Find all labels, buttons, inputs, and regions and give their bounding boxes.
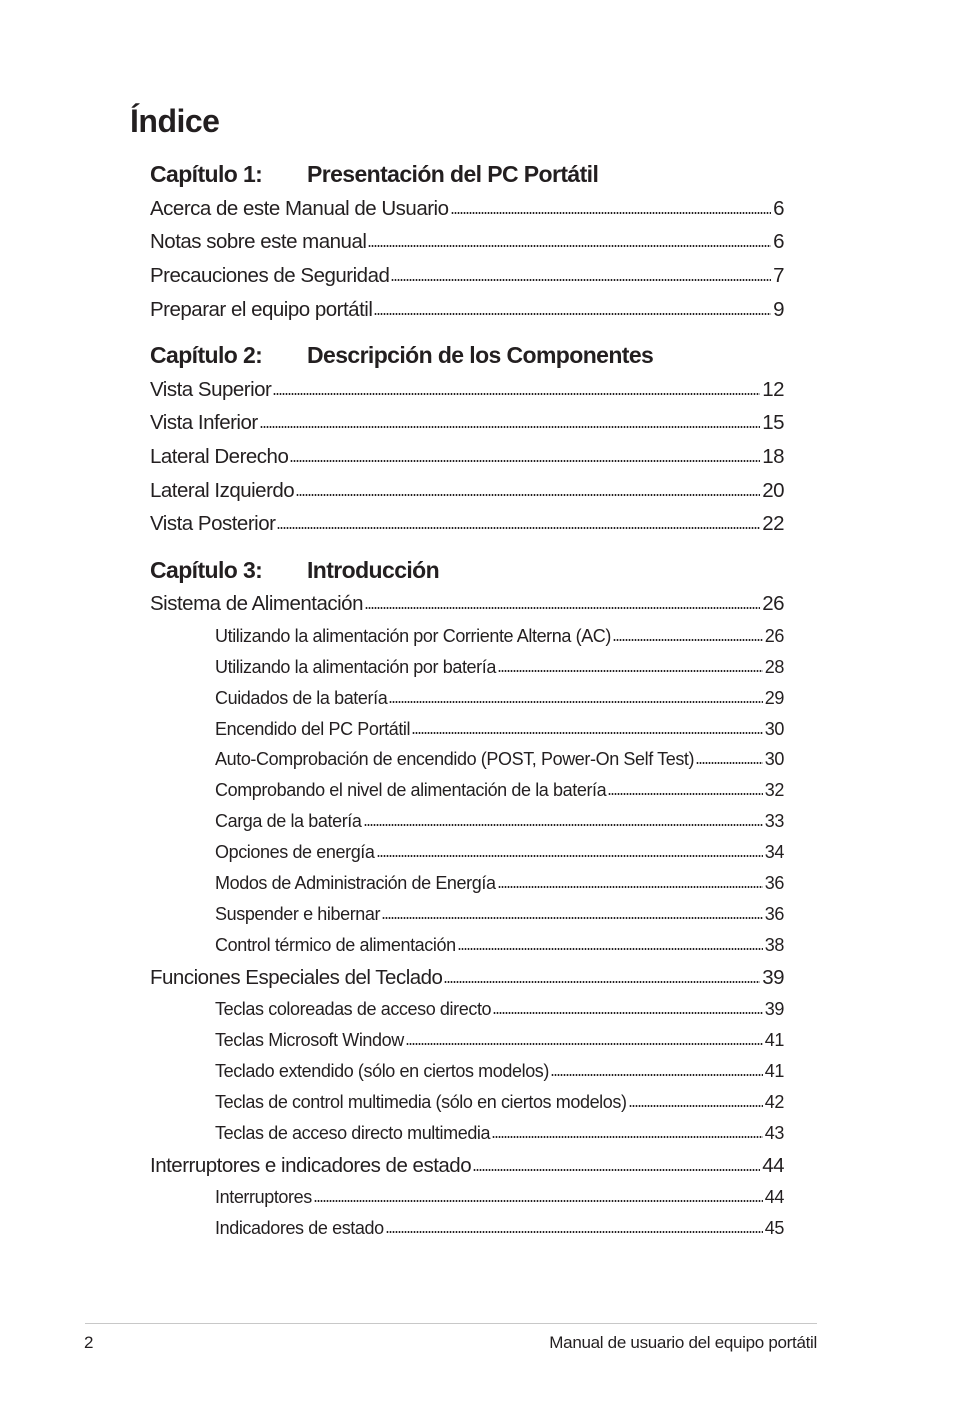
dot-leader [696,761,763,765]
dot-leader [260,425,760,429]
toc-entry-label: Comprobando el nivel de alimentación de la batería [215,780,607,800]
dot-leader [629,1104,763,1108]
toc-entry-label: Utilizando la alimentación por batería [215,657,496,677]
toc-entry-page: 44 [764,1187,784,1207]
dot-leader [451,211,772,215]
toc-entry-label: Modos de Administración de Energía [215,873,496,893]
dot-leader [273,392,760,396]
toc-entry-label: Interruptores [215,1187,312,1207]
chapter-number: Capítulo 1: [150,161,263,187]
toc-entry-label: Lateral Izquierdo [150,479,295,502]
chapter-3-heading [150,557,784,587]
toc-entry-label: Teclas de control multimedia (sólo en ciertos modelos) [215,1092,627,1112]
toc-subentry[interactable] [215,999,784,1029]
toc-entry-page: 28 [764,657,784,677]
dot-leader [458,947,763,951]
toc-entry-page: 22 [762,512,784,535]
toc-entry-page: 41 [764,1030,784,1050]
toc-entry-label: Notas sobre este manual [150,230,367,253]
toc-entry-label: Vista Inferior [150,411,258,434]
toc-entry-label: Control térmico de alimentación [215,935,456,955]
toc-entry-label: Sistema de Alimentación [150,592,363,615]
toc-subentry[interactable] [215,811,784,841]
toc-entry-label: Precauciones de Seguridad [150,264,390,287]
toc-entry-page: 33 [764,811,784,831]
dot-leader [498,669,763,673]
toc-subentry[interactable] [215,688,784,718]
toc-entry-label: Acerca de este Manual de Usuario [150,197,449,220]
toc-entry-label: Teclas de acceso directo multimedia [215,1123,491,1143]
toc-entry-page: 32 [764,780,784,800]
toc-entry[interactable] [150,264,784,294]
dot-leader [493,1011,763,1015]
toc-entry-page: 36 [764,904,784,924]
toc-entry-label: Lateral Derecho [150,445,289,468]
dot-leader [277,526,760,530]
toc-entry-label: Teclas Microsoft Window [215,1030,404,1050]
toc-entry-page: 12 [762,378,784,401]
toc-entry-page: 6 [773,230,784,253]
dot-leader [364,823,763,827]
toc-entry-label: Preparar el equipo portátil [150,298,373,321]
toc-subentry[interactable] [215,626,784,656]
toc-subentry[interactable] [215,657,784,687]
toc-entry[interactable] [150,512,784,542]
toc-entry-page: 9 [773,298,784,321]
chapter-1-heading [150,161,784,191]
toc-subentry[interactable] [215,719,784,749]
page-title: Índice [130,103,220,139]
toc-entry-page: 7 [773,264,784,287]
dot-leader [314,1199,763,1203]
dot-leader [296,493,760,497]
toc-entry-page: 41 [764,1061,784,1081]
dot-leader [613,638,763,642]
dot-leader [551,1073,763,1077]
toc-entry-page: 6 [773,197,784,220]
toc-subentry[interactable] [215,1030,784,1060]
toc-entry-page: 15 [762,411,784,434]
chapter-2-heading [150,342,784,372]
toc-entry[interactable] [150,966,784,996]
toc-subentry[interactable] [215,842,784,872]
footer-divider [85,1323,817,1324]
toc-entry-page: 36 [764,873,784,893]
toc-subentry[interactable] [215,935,784,965]
toc-entry[interactable] [150,592,784,622]
footer-page-number: 2 [84,1333,94,1352]
toc-entry-label: Vista Superior [150,378,272,401]
toc-entry-label: Funciones Especiales del Teclado [150,966,443,989]
dot-leader [473,1168,760,1172]
toc-entry[interactable] [150,411,784,441]
dot-leader [412,731,763,735]
toc-entry-label: Vista Posterior [150,512,276,535]
footer-manual-title: Manual de usuario del equipo portátil [549,1333,817,1352]
toc-entry-label: Indicadores de estado [215,1218,384,1238]
dot-leader [382,916,763,920]
toc-subentry[interactable] [215,1187,784,1217]
chapter-number: Capítulo 3: [150,557,263,583]
toc-entry-label: Auto-Comprobación de encendido (POST, Power-On Self Test) [215,749,695,769]
toc-entry-label: Cuidados de la batería [215,688,388,708]
toc-subentry[interactable] [215,1123,784,1153]
toc-subentry[interactable] [215,873,784,903]
toc-subentry[interactable] [215,1218,784,1248]
chapter-number: Capítulo 2: [150,342,263,368]
chapter-name: Introducción [307,557,440,583]
toc-subentry[interactable] [215,1092,784,1122]
toc-entry-page: 38 [764,935,784,955]
toc-entry-page: 18 [762,445,784,468]
toc-entry-page: 39 [764,999,784,1019]
toc-subentry[interactable] [215,780,784,810]
toc-entry-page: 45 [764,1218,784,1238]
dot-leader [391,278,771,282]
chapter-name: Presentación del PC Portátil [307,161,599,187]
toc-entry[interactable] [150,378,784,408]
dot-leader [389,700,762,704]
dot-leader [492,1135,763,1139]
toc-entry-page: 29 [764,688,784,708]
toc-entry-label: Utilizando la alimentación por Corriente Alterna (AC) [215,626,611,646]
dot-leader [377,854,763,858]
toc-entry-label: Teclas coloreadas de acceso directo [215,999,492,1019]
toc-entry[interactable] [150,1154,784,1184]
toc-entry[interactable] [150,298,784,328]
toc-entry-page: 43 [764,1123,784,1143]
toc-subentry[interactable] [215,1061,784,1091]
dot-leader [406,1042,763,1046]
toc-entry-label: Carga de la batería [215,811,362,831]
dot-leader [290,459,760,463]
dot-leader [444,980,760,984]
toc-entry-label: Opciones de energía [215,842,375,862]
dot-leader [608,792,763,796]
toc-entry-page: 20 [762,479,784,502]
toc-entry-page: 26 [764,626,784,646]
toc-entry-label: Suspender e hibernar [215,904,381,924]
dot-leader [386,1230,763,1234]
toc-entry-page: 42 [764,1092,784,1112]
toc-entry[interactable] [150,479,784,509]
toc-subentry[interactable] [215,749,784,779]
toc-entry[interactable] [150,197,784,227]
dot-leader [368,244,771,248]
toc-entry-page: 44 [762,1154,784,1177]
toc-entry-page: 39 [762,966,784,989]
toc-entry-label: Encendido del PC Portátil [215,719,411,739]
toc-entry-page: 30 [764,749,784,769]
toc-subentry[interactable] [215,904,784,934]
toc-entry-page: 26 [762,592,784,615]
toc-entry-label: Interruptores e indicadores de estado [150,1154,472,1177]
toc-entry-label: Teclado extendido (sólo en ciertos modelos) [215,1061,549,1081]
dot-leader [498,885,763,889]
toc-entry-page: 34 [764,842,784,862]
toc-entry[interactable] [150,445,784,475]
chapter-name: Descripción de los Componentes [307,342,654,368]
dot-leader [365,606,760,610]
toc-entry-page: 30 [764,719,784,739]
dot-leader [374,312,771,316]
toc-entry[interactable] [150,230,784,260]
